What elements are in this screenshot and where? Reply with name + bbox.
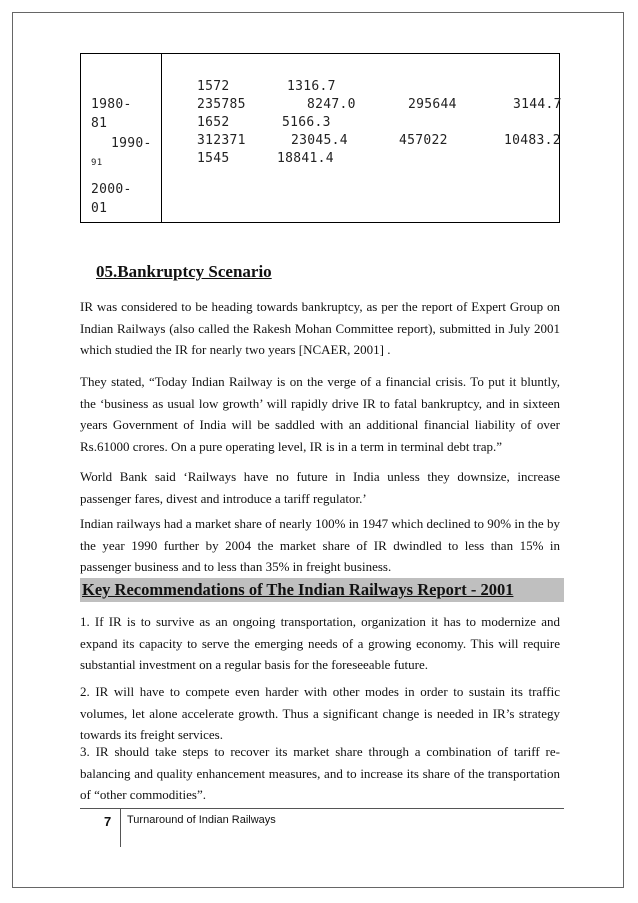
section-title: 05.Bankruptcy Scenario: [96, 262, 272, 281]
table-cell: 1652: [197, 115, 230, 130]
paragraph: IR was considered to be heading towards bankruptcy, as per the report of Expert Group on Indian Railways (also called the Rakesh Mohan Committee report), submitted in July 2001 which studied the IR for nearly two years [NCAER, 2001] .: [80, 299, 560, 357]
recommendations-title: Key Recommendations of The Indian Railways Report - 2001: [82, 580, 514, 599]
table-cell: 235785: [197, 97, 246, 112]
table-cell: 1545: [197, 151, 230, 166]
table-column-divider: [161, 54, 162, 222]
table-year: 1980-: [91, 97, 132, 112]
table-cell: 10483.2: [504, 133, 561, 148]
table-cell: 295644: [408, 97, 457, 112]
recommendation-item: 2. IR will have to compete even harder with other modes in order to sustain its traffic volumes, let alone accelerate growth. Thus a significant change is needed in IR’s strategy towards its freight services.: [80, 684, 560, 742]
table-year: 91: [91, 158, 103, 168]
recommendations-heading: [80, 578, 564, 602]
table-cell: 8247.0: [307, 97, 356, 112]
paragraph: Indian railways had a market share of nearly 100% in 1947 which declined to 90% in the by the year 1990 further by 2004 the market share of IR dwindled to less than 15% in passenger business and to less than 35% in freight business.: [80, 516, 560, 574]
paragraph: They stated, “Today Indian Railway is on the verge of a financial crisis. To put it bluntly, the ‘business as usual low growth’ will rapidly drive IR to fatal bankruptcy, and in sixteen years Government of India will be saddled with an additional financial liability of over Rs.61000 crores. On a pure operating level, IR is in a term in terminal debt trap.”: [80, 374, 560, 454]
table-cell: 23045.4: [291, 133, 348, 148]
footer-divider: [80, 808, 564, 809]
data-table: [80, 53, 560, 223]
table-year: 2000-: [91, 182, 132, 197]
table-year: 1990-: [111, 136, 152, 151]
table-cell: 18841.4: [277, 151, 334, 166]
recommendation-item: 3. IR should take steps to recover its market share through a combination of tariff re-balancing and quality enhancement measures, and to increase its share of the transportation of “other commodities”.: [80, 744, 560, 802]
table-cell: 312371: [197, 133, 246, 148]
table-cell: 1316.7: [287, 79, 336, 94]
table-cell: 3144.7: [513, 97, 562, 112]
table-year: 81: [91, 116, 108, 131]
recommendation-item: 1. If IR is to survive as an ongoing transportation, organization it has to modernize and expand its capacity to serve the emerging needs of a growing economy. This will require substantial investment on a regular basis for the foreseeable future.: [80, 614, 560, 672]
table-cell: 1572: [197, 79, 230, 94]
running-title: Turnaround of Indian Railways: [127, 814, 276, 826]
table-cell: 5166.3: [282, 115, 331, 130]
table-cell: 457022: [399, 133, 448, 148]
paragraph: World Bank said ‘Railways have no future in India unless they downsize, increase passenger fares, divest and introduce a tariff regulator.’: [80, 469, 560, 506]
footer-vertical-rule: [120, 809, 121, 847]
page-number: 7: [104, 814, 112, 829]
table-year: 01: [91, 201, 108, 216]
